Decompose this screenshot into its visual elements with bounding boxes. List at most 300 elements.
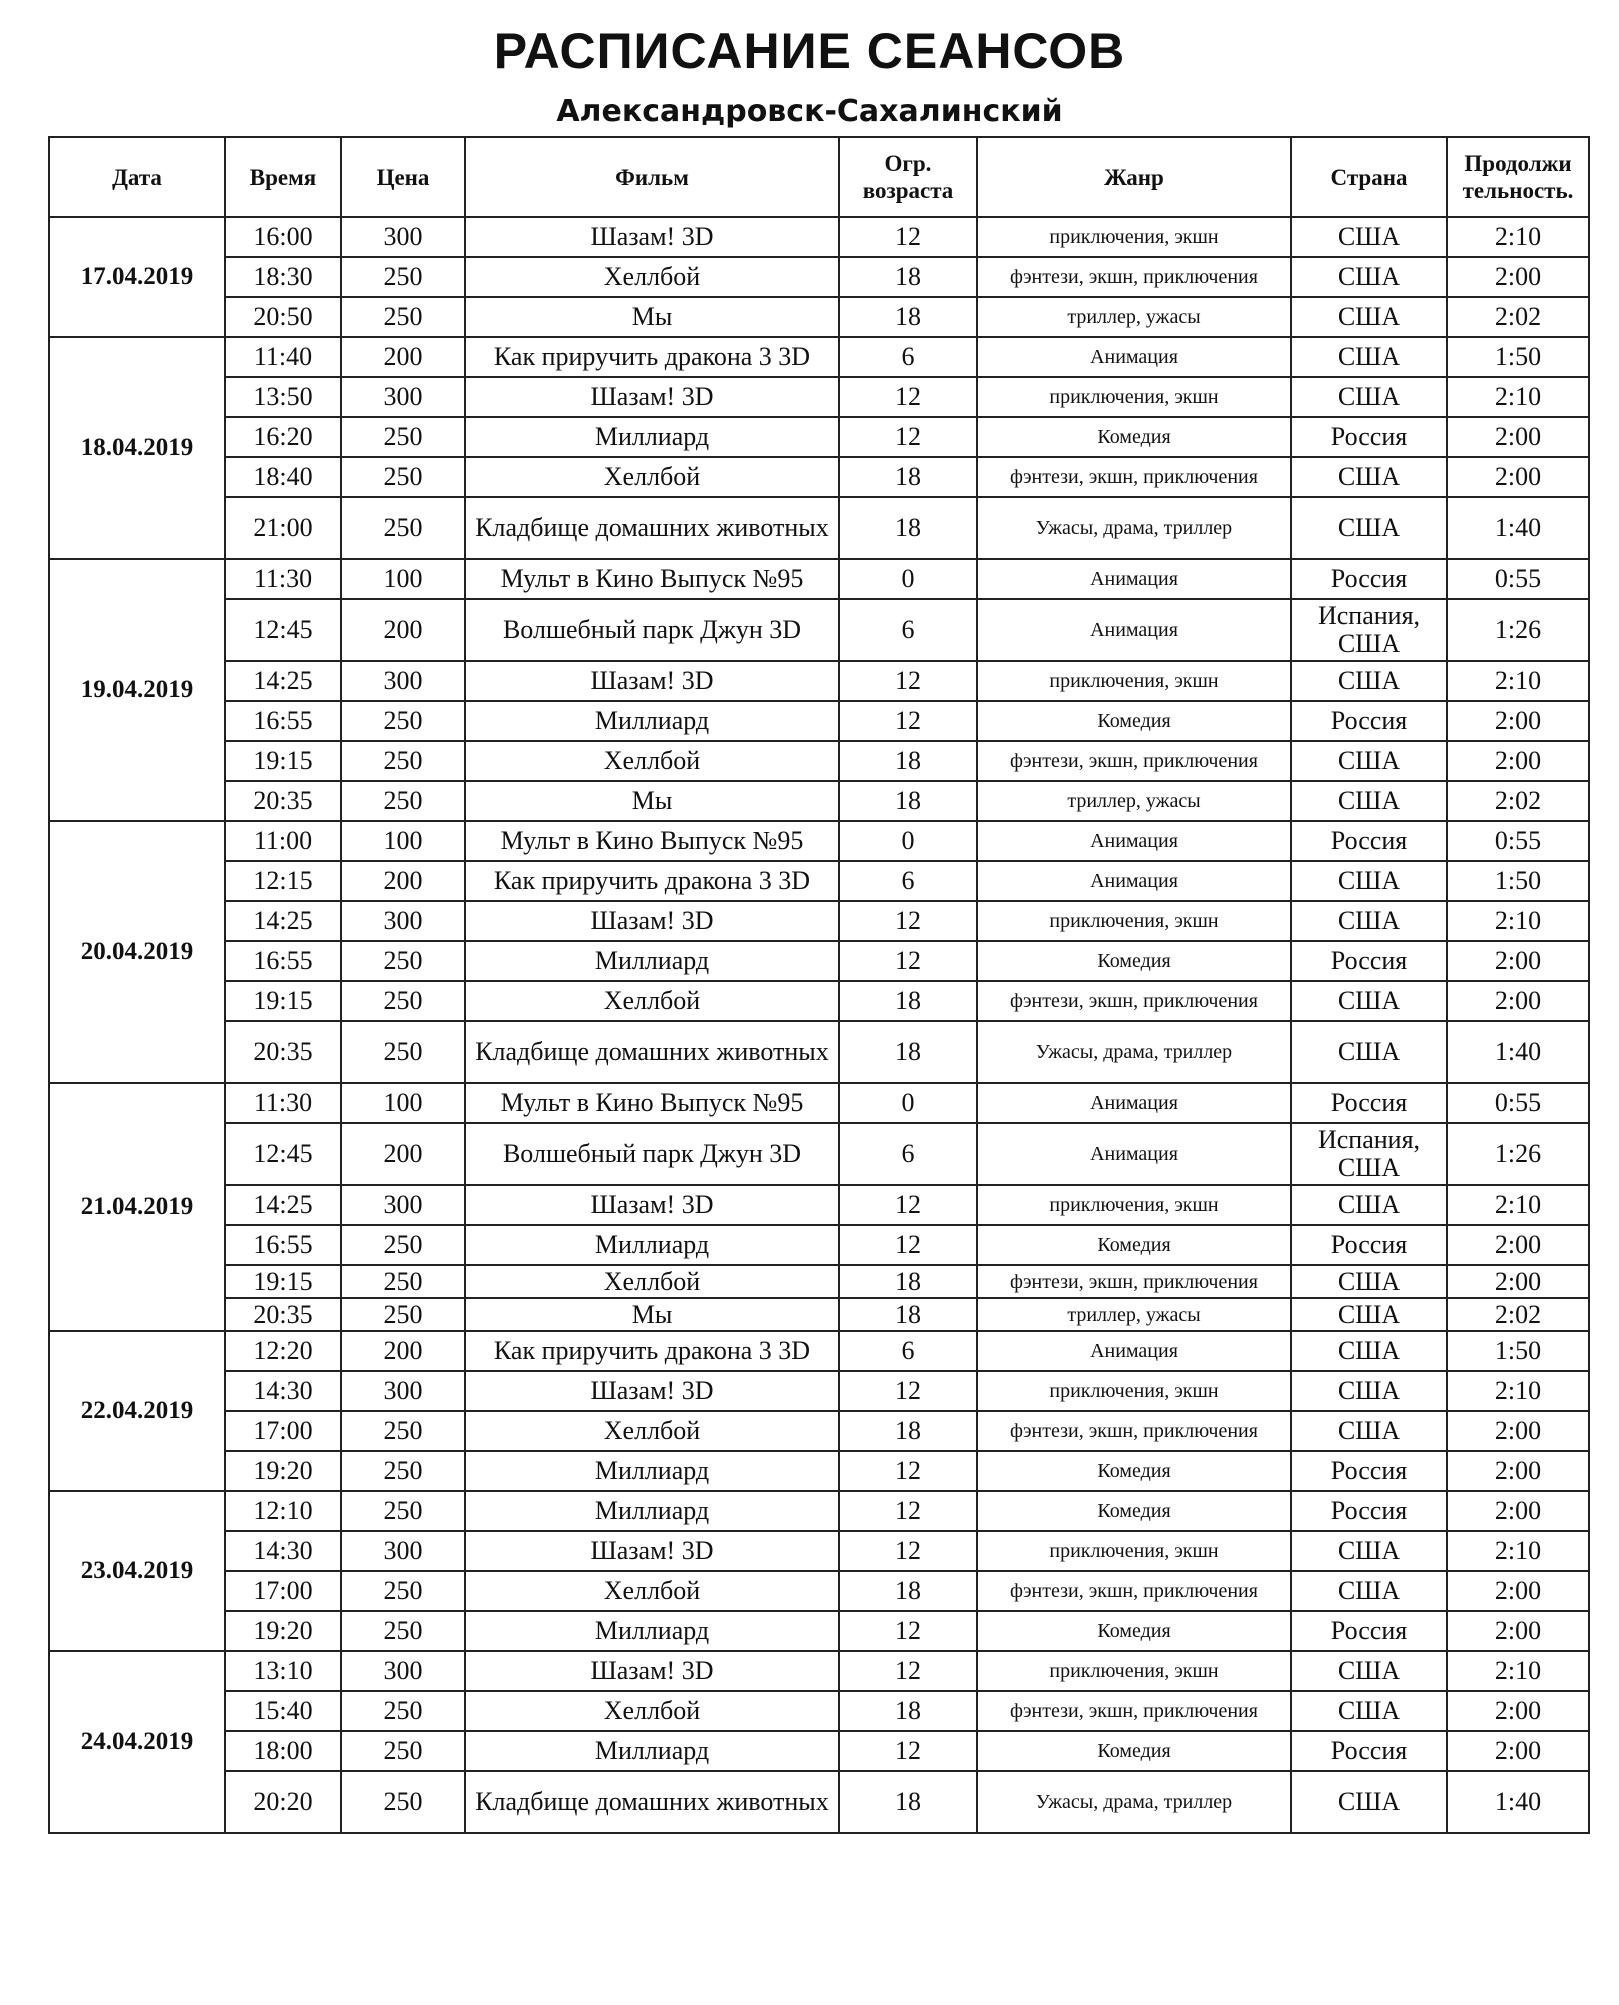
session-price: 300 bbox=[341, 901, 465, 941]
session-row bbox=[49, 1225, 1589, 1265]
session-age: 12 bbox=[839, 377, 977, 417]
session-genre: Анимация bbox=[977, 337, 1291, 377]
session-age: 18 bbox=[839, 1771, 977, 1833]
session-price: 250 bbox=[341, 1771, 465, 1833]
session-row bbox=[49, 1531, 1589, 1571]
session-row bbox=[49, 1185, 1589, 1225]
session-row bbox=[49, 337, 1589, 377]
session-row bbox=[49, 941, 1589, 981]
session-row bbox=[49, 1265, 1589, 1298]
session-row bbox=[49, 457, 1589, 497]
session-age: 18 bbox=[839, 1298, 977, 1331]
session-genre: Комедия bbox=[977, 941, 1291, 981]
session-genre: фэнтези, экшн, приключения bbox=[977, 257, 1291, 297]
session-price: 250 bbox=[341, 1731, 465, 1771]
session-time: 16:55 bbox=[225, 701, 341, 741]
session-price: 250 bbox=[341, 457, 465, 497]
session-country: США bbox=[1291, 457, 1447, 497]
session-country: Россия bbox=[1291, 1083, 1447, 1123]
session-duration: 2:10 bbox=[1447, 1651, 1589, 1691]
session-film: Шазам! 3D bbox=[465, 1371, 839, 1411]
session-duration: 0:55 bbox=[1447, 559, 1589, 599]
session-price: 250 bbox=[341, 417, 465, 457]
session-duration: 2:10 bbox=[1447, 377, 1589, 417]
session-price: 300 bbox=[341, 1185, 465, 1225]
session-duration: 2:02 bbox=[1447, 297, 1589, 337]
session-age: 12 bbox=[839, 1371, 977, 1411]
session-film: Хеллбой bbox=[465, 741, 839, 781]
session-price: 250 bbox=[341, 941, 465, 981]
session-duration: 1:40 bbox=[1447, 1771, 1589, 1833]
session-duration: 2:00 bbox=[1447, 417, 1589, 457]
session-genre: Анимация bbox=[977, 599, 1291, 661]
header-genre: Жанр bbox=[977, 137, 1291, 217]
session-price: 100 bbox=[341, 1083, 465, 1123]
session-time: 19:15 bbox=[225, 1265, 341, 1298]
header-film: Фильм bbox=[465, 137, 839, 217]
session-film: Как приручить дракона 3 3D bbox=[465, 1331, 839, 1371]
session-age: 12 bbox=[839, 941, 977, 981]
session-film: Миллиард bbox=[465, 941, 839, 981]
session-film: Мы bbox=[465, 781, 839, 821]
session-duration: 2:10 bbox=[1447, 1185, 1589, 1225]
session-row bbox=[49, 901, 1589, 941]
session-duration: 2:00 bbox=[1447, 1691, 1589, 1731]
session-country: Россия bbox=[1291, 1451, 1447, 1491]
session-age: 12 bbox=[839, 701, 977, 741]
session-price: 250 bbox=[341, 1491, 465, 1531]
session-row bbox=[49, 981, 1589, 1021]
session-price: 300 bbox=[341, 1651, 465, 1691]
session-row bbox=[49, 1731, 1589, 1771]
session-date: 21.04.2019 bbox=[49, 1083, 225, 1331]
session-film: Хеллбой bbox=[465, 1691, 839, 1731]
session-country: США bbox=[1291, 337, 1447, 377]
session-age: 18 bbox=[839, 1691, 977, 1731]
session-duration: 2:10 bbox=[1447, 1371, 1589, 1411]
session-age: 18 bbox=[839, 1571, 977, 1611]
session-duration: 2:00 bbox=[1447, 741, 1589, 781]
session-country: США bbox=[1291, 217, 1447, 257]
session-country: США bbox=[1291, 1185, 1447, 1225]
session-row bbox=[49, 861, 1589, 901]
session-age: 18 bbox=[839, 1021, 977, 1083]
header-date: Дата bbox=[49, 137, 225, 217]
session-row bbox=[49, 1371, 1589, 1411]
session-age: 6 bbox=[839, 1123, 977, 1185]
session-film: Мы bbox=[465, 297, 839, 337]
page-title: РАСПИСАНИЕ СЕАНСОВ bbox=[493, 23, 1126, 79]
session-film: Мульт в Кино Выпуск №95 bbox=[465, 821, 839, 861]
session-genre: Анимация bbox=[977, 1123, 1291, 1185]
header-time: Время bbox=[225, 137, 341, 217]
session-genre: Ужасы, драма, триллер bbox=[977, 1771, 1291, 1833]
session-age: 12 bbox=[839, 1611, 977, 1651]
session-age: 6 bbox=[839, 861, 977, 901]
session-row bbox=[49, 1491, 1589, 1531]
session-age: 6 bbox=[839, 599, 977, 661]
session-row bbox=[49, 1451, 1589, 1491]
header-price: Цена bbox=[341, 137, 465, 217]
session-film: Хеллбой bbox=[465, 257, 839, 297]
session-time: 18:30 bbox=[225, 257, 341, 297]
session-price: 300 bbox=[341, 217, 465, 257]
session-genre: триллер, ужасы bbox=[977, 781, 1291, 821]
session-age: 18 bbox=[839, 257, 977, 297]
session-country: США bbox=[1291, 497, 1447, 559]
session-film: Как приручить дракона 3 3D bbox=[465, 337, 839, 377]
session-duration: 2:00 bbox=[1447, 1571, 1589, 1611]
session-genre: Анимация bbox=[977, 1083, 1291, 1123]
session-price: 250 bbox=[341, 981, 465, 1021]
session-age: 12 bbox=[839, 217, 977, 257]
session-genre: приключения, экшн bbox=[977, 1531, 1291, 1571]
session-duration: 0:55 bbox=[1447, 1083, 1589, 1123]
session-film: Шазам! 3D bbox=[465, 377, 839, 417]
session-country: США bbox=[1291, 741, 1447, 781]
session-country: США bbox=[1291, 1021, 1447, 1083]
session-time: 16:55 bbox=[225, 1225, 341, 1265]
session-country: Россия bbox=[1291, 821, 1447, 861]
session-duration: 2:10 bbox=[1447, 661, 1589, 701]
session-time: 11:30 bbox=[225, 559, 341, 599]
session-date: 19.04.2019 bbox=[49, 559, 225, 821]
session-age: 0 bbox=[839, 559, 977, 599]
session-time: 14:30 bbox=[225, 1371, 341, 1411]
session-time: 20:35 bbox=[225, 781, 341, 821]
session-age: 12 bbox=[839, 1651, 977, 1691]
session-duration: 2:00 bbox=[1447, 1731, 1589, 1771]
session-country: Испания, США bbox=[1291, 599, 1447, 661]
session-film: Хеллбой bbox=[465, 1411, 839, 1451]
session-country: Россия bbox=[1291, 1225, 1447, 1265]
session-genre: фэнтези, экшн, приключения bbox=[977, 741, 1291, 781]
session-age: 0 bbox=[839, 821, 977, 861]
session-row bbox=[49, 741, 1589, 781]
session-duration: 2:00 bbox=[1447, 701, 1589, 741]
session-genre: Комедия bbox=[977, 1731, 1291, 1771]
session-film: Кладбище домашних животных bbox=[465, 1021, 839, 1083]
session-row bbox=[49, 417, 1589, 457]
session-genre: фэнтези, экшн, приключения bbox=[977, 457, 1291, 497]
session-duration: 1:50 bbox=[1447, 1331, 1589, 1371]
session-age: 12 bbox=[839, 1225, 977, 1265]
session-price: 200 bbox=[341, 1331, 465, 1371]
session-duration: 2:10 bbox=[1447, 1531, 1589, 1571]
session-film: Миллиард bbox=[465, 1225, 839, 1265]
session-film: Миллиард bbox=[465, 417, 839, 457]
session-price: 250 bbox=[341, 1265, 465, 1298]
session-duration: 0:55 bbox=[1447, 821, 1589, 861]
session-film: Мульт в Кино Выпуск №95 bbox=[465, 1083, 839, 1123]
session-country: США bbox=[1291, 1691, 1447, 1731]
session-film: Хеллбой bbox=[465, 981, 839, 1021]
session-country: Россия bbox=[1291, 417, 1447, 457]
session-film: Шазам! 3D bbox=[465, 1185, 839, 1225]
session-price: 200 bbox=[341, 599, 465, 661]
session-age: 6 bbox=[839, 337, 977, 377]
session-date: 18.04.2019 bbox=[49, 337, 225, 559]
session-age: 12 bbox=[839, 1731, 977, 1771]
session-genre: Комедия bbox=[977, 701, 1291, 741]
session-country: США bbox=[1291, 861, 1447, 901]
session-country: США bbox=[1291, 901, 1447, 941]
session-genre: фэнтези, экшн, приключения bbox=[977, 1265, 1291, 1298]
session-film: Миллиард bbox=[465, 1731, 839, 1771]
session-genre: фэнтези, экшн, приключения bbox=[977, 1571, 1291, 1611]
session-price: 250 bbox=[341, 741, 465, 781]
header-age: Огр. возраста bbox=[839, 137, 977, 217]
session-row bbox=[49, 1331, 1589, 1371]
session-country: США bbox=[1291, 1531, 1447, 1571]
session-genre: Анимация bbox=[977, 821, 1291, 861]
session-genre: фэнтези, экшн, приключения bbox=[977, 981, 1291, 1021]
session-time: 17:00 bbox=[225, 1571, 341, 1611]
session-time: 19:15 bbox=[225, 741, 341, 781]
session-country: Испания, США bbox=[1291, 1123, 1447, 1185]
session-price: 250 bbox=[341, 701, 465, 741]
session-time: 16:55 bbox=[225, 941, 341, 981]
session-row bbox=[49, 377, 1589, 417]
session-date: 20.04.2019 bbox=[49, 821, 225, 1083]
session-country: США bbox=[1291, 1411, 1447, 1451]
session-film: Шазам! 3D bbox=[465, 901, 839, 941]
session-row bbox=[49, 701, 1589, 741]
session-price: 100 bbox=[341, 821, 465, 861]
session-duration: 2:02 bbox=[1447, 781, 1589, 821]
session-age: 18 bbox=[839, 741, 977, 781]
session-age: 18 bbox=[839, 497, 977, 559]
session-time: 14:25 bbox=[225, 901, 341, 941]
session-genre: Ужасы, драма, триллер bbox=[977, 497, 1291, 559]
session-film: Хеллбой bbox=[465, 457, 839, 497]
session-age: 12 bbox=[839, 901, 977, 941]
session-row bbox=[49, 1021, 1589, 1083]
session-genre: приключения, экшн bbox=[977, 661, 1291, 701]
session-country: США bbox=[1291, 1651, 1447, 1691]
session-row bbox=[49, 1298, 1589, 1331]
session-duration: 2:00 bbox=[1447, 1611, 1589, 1651]
session-age: 6 bbox=[839, 1331, 977, 1371]
session-duration: 2:10 bbox=[1447, 901, 1589, 941]
session-price: 100 bbox=[341, 559, 465, 599]
session-date: 17.04.2019 bbox=[49, 217, 225, 337]
session-row bbox=[49, 1691, 1589, 1731]
session-time: 13:10 bbox=[225, 1651, 341, 1691]
session-row bbox=[49, 661, 1589, 701]
session-duration: 2:00 bbox=[1447, 257, 1589, 297]
session-age: 18 bbox=[839, 1411, 977, 1451]
session-row bbox=[49, 821, 1589, 861]
session-price: 250 bbox=[341, 781, 465, 821]
session-time: 11:30 bbox=[225, 1083, 341, 1123]
session-country: Россия bbox=[1291, 559, 1447, 599]
session-row bbox=[49, 217, 1589, 257]
session-genre: фэнтези, экшн, приключения bbox=[977, 1691, 1291, 1731]
session-date: 23.04.2019 bbox=[49, 1491, 225, 1651]
session-country: США bbox=[1291, 377, 1447, 417]
session-country: Россия bbox=[1291, 1491, 1447, 1531]
session-country: Россия bbox=[1291, 1731, 1447, 1771]
session-time: 17:00 bbox=[225, 1411, 341, 1451]
session-time: 18:40 bbox=[225, 457, 341, 497]
session-country: США bbox=[1291, 661, 1447, 701]
session-time: 12:20 bbox=[225, 1331, 341, 1371]
session-price: 250 bbox=[341, 257, 465, 297]
session-duration: 2:00 bbox=[1447, 457, 1589, 497]
session-row bbox=[49, 781, 1589, 821]
session-duration: 2:00 bbox=[1447, 941, 1589, 981]
session-duration: 1:26 bbox=[1447, 1123, 1589, 1185]
session-row bbox=[49, 1123, 1589, 1185]
session-country: США bbox=[1291, 1298, 1447, 1331]
session-country: США bbox=[1291, 1771, 1447, 1833]
session-duration: 1:50 bbox=[1447, 337, 1589, 377]
session-age: 18 bbox=[839, 1265, 977, 1298]
session-price: 250 bbox=[341, 1611, 465, 1651]
session-film: Кладбище домашних животных bbox=[465, 497, 839, 559]
session-genre: фэнтези, экшн, приключения bbox=[977, 1411, 1291, 1451]
session-time: 16:20 bbox=[225, 417, 341, 457]
session-row bbox=[49, 599, 1589, 661]
header-country: Страна bbox=[1291, 137, 1447, 217]
session-time: 16:00 bbox=[225, 217, 341, 257]
session-film: Миллиард bbox=[465, 1451, 839, 1491]
session-price: 300 bbox=[341, 1531, 465, 1571]
session-time: 12:45 bbox=[225, 599, 341, 661]
session-country: США bbox=[1291, 781, 1447, 821]
session-time: 18:00 bbox=[225, 1731, 341, 1771]
session-row bbox=[49, 1083, 1589, 1123]
session-price: 250 bbox=[341, 1571, 465, 1611]
session-age: 12 bbox=[839, 1491, 977, 1531]
session-time: 15:40 bbox=[225, 1691, 341, 1731]
session-duration: 2:00 bbox=[1447, 1411, 1589, 1451]
session-duration: 2:00 bbox=[1447, 1491, 1589, 1531]
session-price: 250 bbox=[341, 297, 465, 337]
session-time: 20:35 bbox=[225, 1298, 341, 1331]
session-duration: 2:00 bbox=[1447, 1451, 1589, 1491]
session-film: Хеллбой bbox=[465, 1265, 839, 1298]
session-film: Шазам! 3D bbox=[465, 661, 839, 701]
session-genre: приключения, экшн bbox=[977, 901, 1291, 941]
session-film: Мы bbox=[465, 1298, 839, 1331]
session-film: Шазам! 3D bbox=[465, 1651, 839, 1691]
session-price: 300 bbox=[341, 661, 465, 701]
session-price: 250 bbox=[341, 1298, 465, 1331]
session-duration: 2:00 bbox=[1447, 981, 1589, 1021]
session-time: 21:00 bbox=[225, 497, 341, 559]
session-time: 12:15 bbox=[225, 861, 341, 901]
session-time: 14:30 bbox=[225, 1531, 341, 1571]
session-row bbox=[49, 1651, 1589, 1691]
session-genre: приключения, экшн bbox=[977, 1371, 1291, 1411]
session-film: Миллиард bbox=[465, 1491, 839, 1531]
session-genre: Анимация bbox=[977, 559, 1291, 599]
session-genre: Комедия bbox=[977, 1491, 1291, 1531]
session-row bbox=[49, 1571, 1589, 1611]
session-date: 22.04.2019 bbox=[49, 1331, 225, 1491]
session-age: 18 bbox=[839, 981, 977, 1021]
session-duration: 2:10 bbox=[1447, 217, 1589, 257]
session-duration: 1:40 bbox=[1447, 1021, 1589, 1083]
session-genre: Комедия bbox=[977, 1225, 1291, 1265]
schedule-header bbox=[49, 137, 1589, 217]
session-film: Миллиард bbox=[465, 701, 839, 741]
session-price: 200 bbox=[341, 861, 465, 901]
session-country: США bbox=[1291, 1571, 1447, 1611]
session-price: 250 bbox=[341, 1021, 465, 1083]
session-time: 14:25 bbox=[225, 661, 341, 701]
session-time: 13:50 bbox=[225, 377, 341, 417]
session-film: Мульт в Кино Выпуск №95 bbox=[465, 559, 839, 599]
session-film: Шазам! 3D bbox=[465, 1531, 839, 1571]
session-time: 19:20 bbox=[225, 1451, 341, 1491]
session-time: 11:00 bbox=[225, 821, 341, 861]
session-genre: приключения, экшн bbox=[977, 1651, 1291, 1691]
session-time: 20:35 bbox=[225, 1021, 341, 1083]
session-price: 200 bbox=[341, 1123, 465, 1185]
session-age: 12 bbox=[839, 661, 977, 701]
session-time: 12:45 bbox=[225, 1123, 341, 1185]
session-film: Как приручить дракона 3 3D bbox=[465, 861, 839, 901]
session-price: 250 bbox=[341, 1691, 465, 1731]
session-time: 19:15 bbox=[225, 981, 341, 1021]
session-country: Россия bbox=[1291, 941, 1447, 981]
header-row bbox=[49, 137, 1589, 217]
session-row bbox=[49, 297, 1589, 337]
session-date: 24.04.2019 bbox=[49, 1651, 225, 1833]
session-time: 20:20 bbox=[225, 1771, 341, 1833]
page-subtitle: Александровск-Сахалинский bbox=[556, 94, 1063, 129]
session-price: 250 bbox=[341, 497, 465, 559]
session-price: 250 bbox=[341, 1225, 465, 1265]
schedule-table bbox=[48, 136, 1590, 1834]
session-film: Кладбище домашних животных bbox=[465, 1771, 839, 1833]
session-country: США bbox=[1291, 257, 1447, 297]
session-country: США bbox=[1291, 981, 1447, 1021]
session-film: Миллиард bbox=[465, 1611, 839, 1651]
session-row bbox=[49, 257, 1589, 297]
session-price: 300 bbox=[341, 377, 465, 417]
session-time: 19:20 bbox=[225, 1611, 341, 1651]
session-genre: Комедия bbox=[977, 417, 1291, 457]
session-row bbox=[49, 1611, 1589, 1651]
session-price: 200 bbox=[341, 337, 465, 377]
session-genre: Комедия bbox=[977, 1611, 1291, 1651]
session-age: 12 bbox=[839, 1531, 977, 1571]
session-price: 250 bbox=[341, 1451, 465, 1491]
session-time: 14:25 bbox=[225, 1185, 341, 1225]
session-film: Волшебный парк Джун 3D bbox=[465, 599, 839, 661]
session-country: США bbox=[1291, 1331, 1447, 1371]
session-genre: триллер, ужасы bbox=[977, 1298, 1291, 1331]
session-genre: приключения, экшн bbox=[977, 377, 1291, 417]
session-duration: 1:26 bbox=[1447, 599, 1589, 661]
schedule-body bbox=[49, 217, 1589, 1833]
session-time: 12:10 bbox=[225, 1491, 341, 1531]
session-age: 12 bbox=[839, 1185, 977, 1225]
session-genre: Ужасы, драма, триллер bbox=[977, 1021, 1291, 1083]
session-genre: Комедия bbox=[977, 1451, 1291, 1491]
session-duration: 2:02 bbox=[1447, 1298, 1589, 1331]
session-time: 11:40 bbox=[225, 337, 341, 377]
session-country: США bbox=[1291, 1371, 1447, 1411]
session-country: США bbox=[1291, 1265, 1447, 1298]
session-age: 18 bbox=[839, 781, 977, 821]
session-duration: 2:00 bbox=[1447, 1265, 1589, 1298]
session-film: Хеллбой bbox=[465, 1571, 839, 1611]
